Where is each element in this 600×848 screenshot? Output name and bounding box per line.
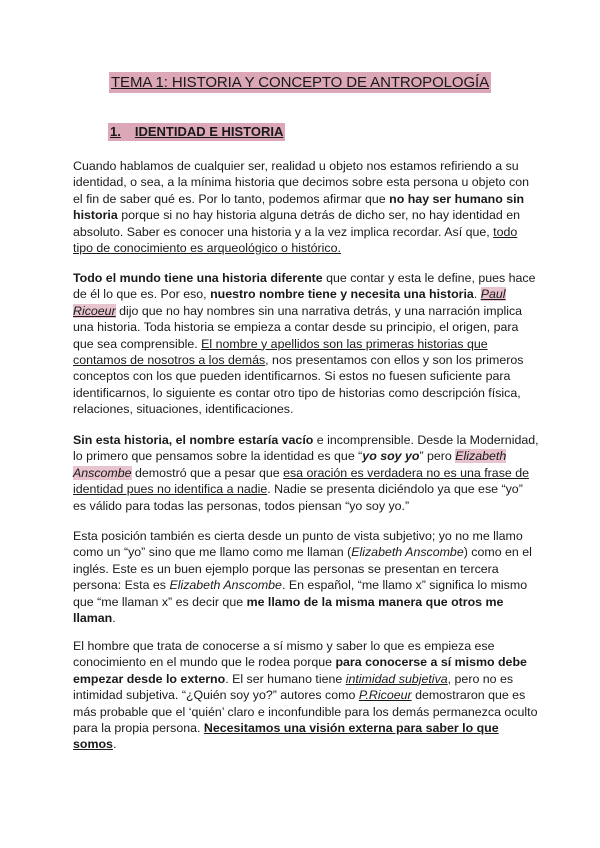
text-line: llaman. — [73, 611, 116, 626]
text-line: de él lo que es. Por eso, nuestro nombre tiene y necesita una historia. Paul — [73, 287, 506, 302]
paragraph-5 — [73, 638, 537, 753]
text-line: empezar desde lo externo. El ser humano tiene intimidad subjetiva, pero no es — [73, 671, 514, 686]
text-line: identificarnos, lo siguiente es contar otro tipo de historias como descripción física, — [73, 385, 521, 400]
text-line: Sin esta historia, el nombre estaría vacío e incomprensible. Desde la Modernidad, — [73, 433, 539, 447]
text-line: historia porque si no hay historia alguna detrás de dicho ser, no hay identidad en — [73, 208, 521, 223]
text-line: como un “yo” sino que me llamo como me llaman (Elizabeth Anscombe) como en el — [73, 545, 532, 560]
text-line: lo primero que pensamos sobre la identidad es que “yo soy yo” pero Elizabeth — [73, 449, 507, 464]
text-line: identidad pues no identifica a nadie. Nadie se presenta diciéndolo ya que ese “yo” — [73, 482, 523, 497]
text-line: que “me llaman x” es decir que me llamo de la misma manera que otros me — [73, 594, 504, 609]
paragraph-2 — [73, 270, 537, 418]
text-line: Anscombe demostró que a pesar que esa oración es verdadera no es una frase de — [73, 465, 530, 480]
text-line: para la propia persona. Necesitamos una visión externa para saber lo que — [73, 721, 499, 736]
author-name-highlight: Elizabeth — [455, 449, 507, 464]
section-number: 1. — [110, 124, 121, 139]
text-line: conocimiento en el mundo que le rodea porque para conocerse a sí mismo debe — [73, 655, 527, 670]
text-line: Esta posición también es cierta desde un punto de vista subjetivo; yo no me llamo — [73, 529, 523, 543]
text-line: es válido para todas las personas, todos piensan “yo soy yo.” — [73, 498, 410, 513]
text-line: Ricoeur dijo que no hay nombres sin una narrativa detrás, y una narración implica — [73, 303, 523, 318]
text-line: tipo de conocimiento es arqueológico o histórico. — [73, 241, 341, 256]
paragraph-1 — [73, 158, 537, 256]
title-container — [0, 72, 600, 93]
text-line: somos. — [73, 737, 117, 752]
text-line: intimidad subjetiva. “¿Quién soy yo?” autores como P.Ricoeur demostraron que es — [73, 688, 526, 703]
text-line: absoluto. Saber es conocer una historia y a la vez implica recordar. Así que, todo — [73, 224, 518, 239]
section-label: IDENTIDAD E HISTORIA — [134, 124, 284, 139]
text-line: Todo el mundo tiene una historia diferente que contar y esta le define, pues hace — [73, 271, 536, 285]
text-line: identidad, o sea, a la mínima historia que decimos sobre esta persona u objeto con — [73, 175, 529, 190]
author-name-highlight: Paul — [480, 287, 506, 302]
text-line: El hombre que trata de conocerse a sí mismo y saber lo que es empieza ese — [73, 639, 495, 653]
text-line: una historia. Toda historia se empieza a contar desde su principio, el origen, para — [73, 320, 519, 335]
text-line: que sea comprensible. El nombre y apellidos son las primeras historias que — [73, 336, 488, 351]
text-line: inglés. Este es un buen ejemplo porque las personas se presentan en tercera — [73, 561, 499, 576]
paragraph-4 — [73, 528, 537, 626]
document-title: TEMA 1: HISTORIA Y CONCEPTO DE ANTROPOLOGÍA — [110, 74, 490, 91]
text-line: el fin de saber qué es. Por lo tanto, podemos afirmar que no hay ser humano sin — [73, 191, 525, 206]
text-line: contamos de nosotros a los demás, nos presentamos con ellos y son los primeros — [73, 353, 524, 368]
text-line: conceptos con los que pueden identificarnos. Si estos no fuesen suficiente para — [73, 369, 511, 384]
text-line: relaciones, situaciones, identificaciones. — [73, 402, 294, 417]
text-line: persona: Esta es Elizabeth Anscombe. En español, “me llamo x” significa lo mismo — [73, 578, 528, 593]
section-heading — [108, 123, 285, 141]
paragraph-3 — [73, 432, 537, 514]
author-name-highlight: Anscombe — [73, 465, 132, 480]
text-line: Cuando hablamos de cualquier ser, realidad u objeto nos estamos refiriendo a su — [73, 159, 519, 173]
author-name-highlight: Ricoeur — [73, 303, 116, 318]
text-line: más probable que el ‘quién’ claro e inconfundible para los demás permanezca oculto — [73, 704, 538, 719]
